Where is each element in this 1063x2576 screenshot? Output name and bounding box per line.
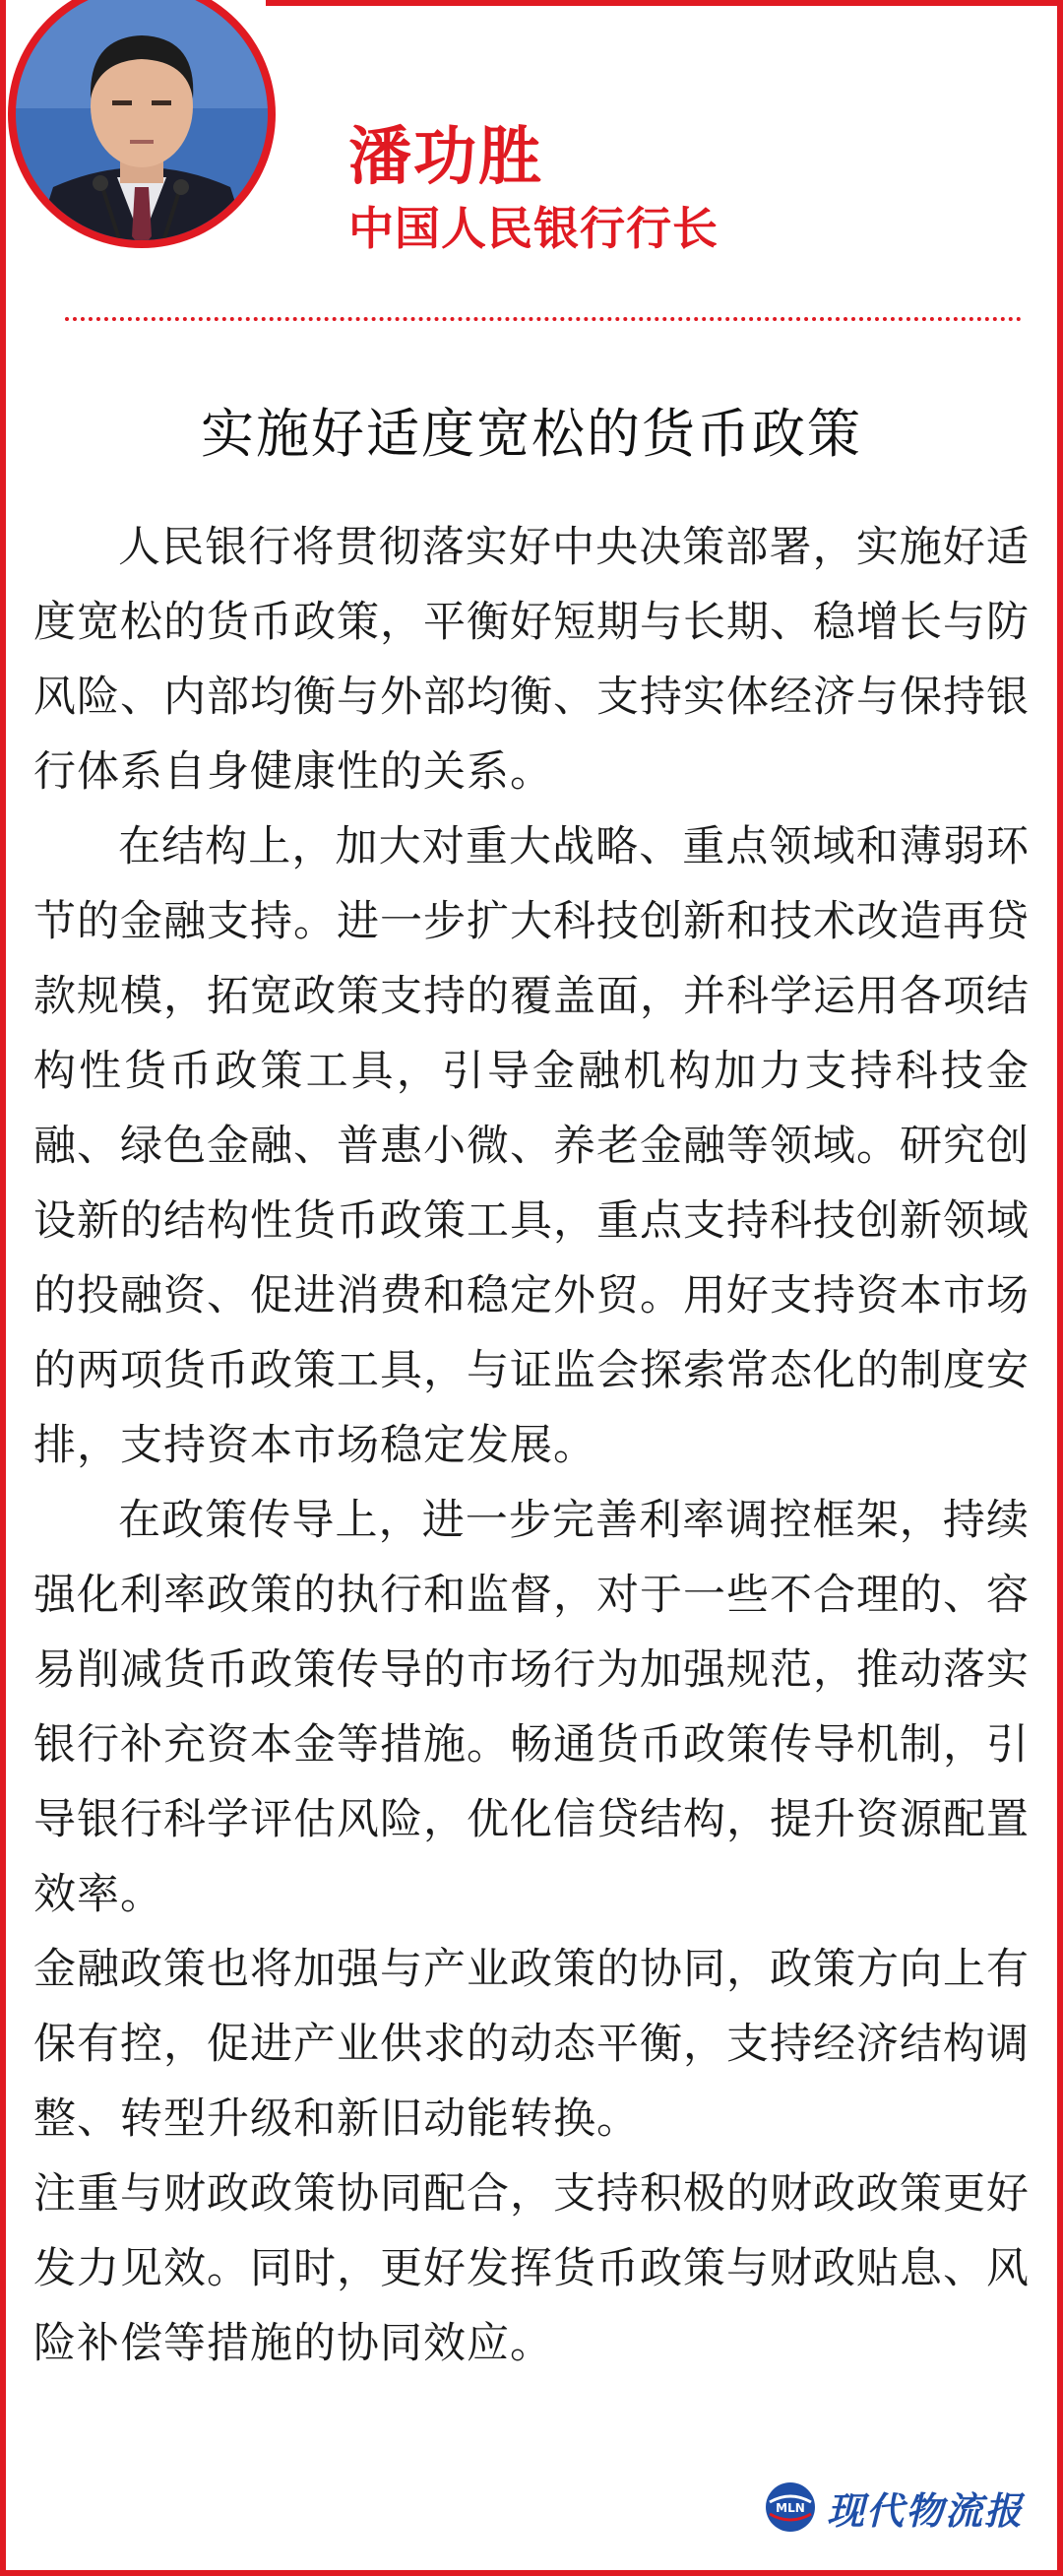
paragraph: 在政策传导上，进一步完善利率调控框架，持续强化利率政策的执行和监督，对于一些不合理的、容易削减货币政策传导的市场行为加强规范，推动落实银行补充资本金等措施。畅通货币政策传导机制，引导银行科学评估风险，优化信贷结构，提升资源配置效率。 — [33, 1496, 1030, 1919]
person-role: 中国人民银行行长 — [348, 202, 719, 255]
mln-globe-icon — [764, 2480, 817, 2534]
paragraph: 金融政策也将加强与产业政策的协同，政策方向上有保有控，促进产业供求的动态平衡，支持经济结构调整、转型升级和新旧动能转换。 — [33, 1945, 1030, 2144]
publication-logo — [764, 2478, 1024, 2537]
svg-text:MLN: MLN — [776, 2501, 805, 2515]
red-frame-top-border — [266, 0, 1063, 6]
paragraph: 注重与财政政策协同配合，支持积极的财政政策更好发力见效。同时，更好发挥货币政策与财政贴息、风险补偿等措施的协同效应。 — [33, 2169, 1030, 2368]
article-headline: 实施好适度宽松的货币政策 — [201, 403, 862, 465]
person-name: 潘功胜 — [348, 121, 543, 194]
paragraph: 人民银行将贯彻落实好中央决策部署，实施好适度宽松的货币政策，平衡好短期与长期、稳增长与防风险、内部均衡与外部均衡、支持实体经济与保持银行体系自身健康性的关系。 — [33, 523, 1030, 797]
dotted-divider — [65, 317, 1022, 321]
paragraph: 在结构上，加大对重大战略、重点领域和薄弱环节的金融支持。进一步扩大科技创新和技术改造再贷款规模，拓宽政策支持的覆盖面，并科学运用各项结构性货币政策工具，引导金融机构加力支持科技金融、绿色金融、普惠小微、养老金融等领域。研究创设新的结构性货币政策工具，重点支持科技创新领域的投融资、促进消费和稳定外贸。用好支持资本市场的两项货币政策工具，与证监会探索常态化的制度安排，支持资本市场稳定发展。 — [33, 822, 1030, 1470]
article-body — [33, 510, 1030, 2381]
portrait-avatar — [0, 0, 289, 248]
publication-name: 现代物流报 — [826, 2488, 1024, 2533]
